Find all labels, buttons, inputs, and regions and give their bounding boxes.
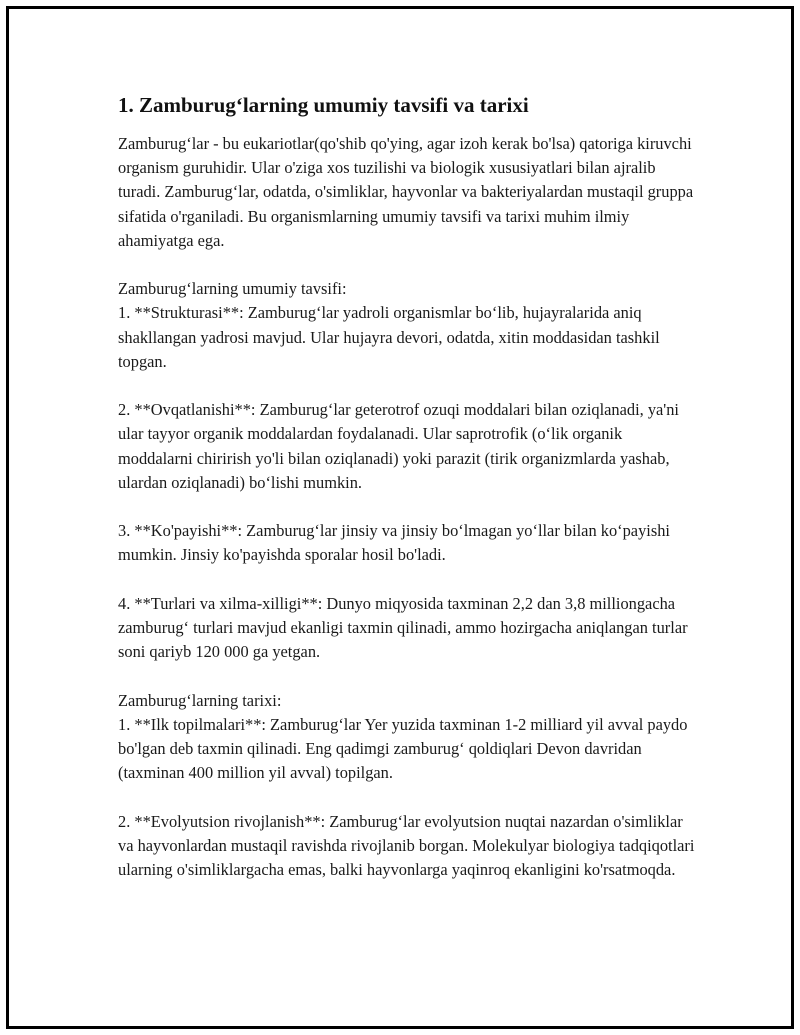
paragraph-gap (118, 664, 698, 688)
document-body (118, 92, 698, 882)
list-item-early-findings: 1. **Ilk topilmalari**: Zamburug‘lar Yer yuzida taxminan 1-2 milliard yil avval paydo bo'lgan deb taxmin qilinadi. Eng qadimgi zamburug‘ qoldiqlari Devon davridan (taxminan 400 million yil avval) topilgan. (118, 714, 688, 783)
paragraph-gap (118, 253, 698, 277)
list-item-evolution: 2. **Evolyutsion rivojlanish**: Zamburug‘lar evolyutsion nuqtai nazardan o'simliklar va hayvonlardan mustaqil ravishda rivojlanib borgan. Molekulyar biologiya tadqiqotlari ularning o'simliklargacha emas, balki hayvonlarga yaqinroq ekanligini ko'rsatmoqda. (118, 811, 695, 879)
list-item-diversity: 4. **Turlari va xilma-xilligi**: Dunyo miqyosida taxminan 2,2 dan 3,8 milliongacha zamburug‘ turlari mavjud ekanligi taxmin qilinadi, ammo hozirgacha aniqlangan turlar soni qariyb 120 000 ga yetgan. (118, 593, 688, 662)
intro-paragraph: Zamburug‘lar - bu eukariotlar(qo'shib qo'ying, agar izoh kerak bo'lsa) qatoriga kiruvchi organism guruhidir. Ular o'ziga xos tuzilishi va biologik xususiyatlari bilan ajralib turadi. Zamburug‘lar, odatda, o'simliklar, hayvonlar va bakteriyalardan mustaqil gruppa sifatida o'rganiladi. Bu organismlarning umumiy tavsifi va tarixi muhim ilmiy ahamiyatga ega. (118, 134, 694, 250)
paragraph-gap (118, 785, 698, 809)
list-item-structure: 1. **Strukturasi**: Zamburug‘lar yadroli organismlar bo‘lib, hujayralarida aniq shakllangan yadrosi mavjud. Ular hujayra devori, odatda, xitin moddasidan tashkil topgan. (118, 303, 660, 371)
section-heading-history: Zamburug‘larning tarixi: (118, 690, 282, 710)
section-heading-description: Zamburug‘larning umumiy tavsifi: (118, 279, 347, 299)
list-item-reproduction: 3. **Ko'payishi**: Zamburug‘lar jinsiy va jinsiy bo‘lmagan yo‘llar bilan ko‘payishi mumkin. Jinsiy ko'payishda sporalar hosil bo'ladi. (118, 521, 670, 565)
list-item-nutrition: 2. **Ovqatlanishi**: Zamburug‘lar geterotrof ozuqi moddalari bilan oziqlanadi, ya'ni ular tayyor organik moddalardan foydalanadi. Ular saprotrofik (o‘lik organik moddalarni chirirish yo'li bilan oziqlanadi) yoki parazit (tirik organizmlarda yashab, ulardan oziqlanadi) bo‘lishi mumkin. (118, 400, 679, 492)
document-title: 1. Zamburug‘larning umumiy tavsifi va tarixi (118, 93, 529, 117)
paragraph-gap (118, 495, 698, 519)
paragraph-gap (118, 374, 698, 398)
paragraph-gap (118, 568, 698, 592)
